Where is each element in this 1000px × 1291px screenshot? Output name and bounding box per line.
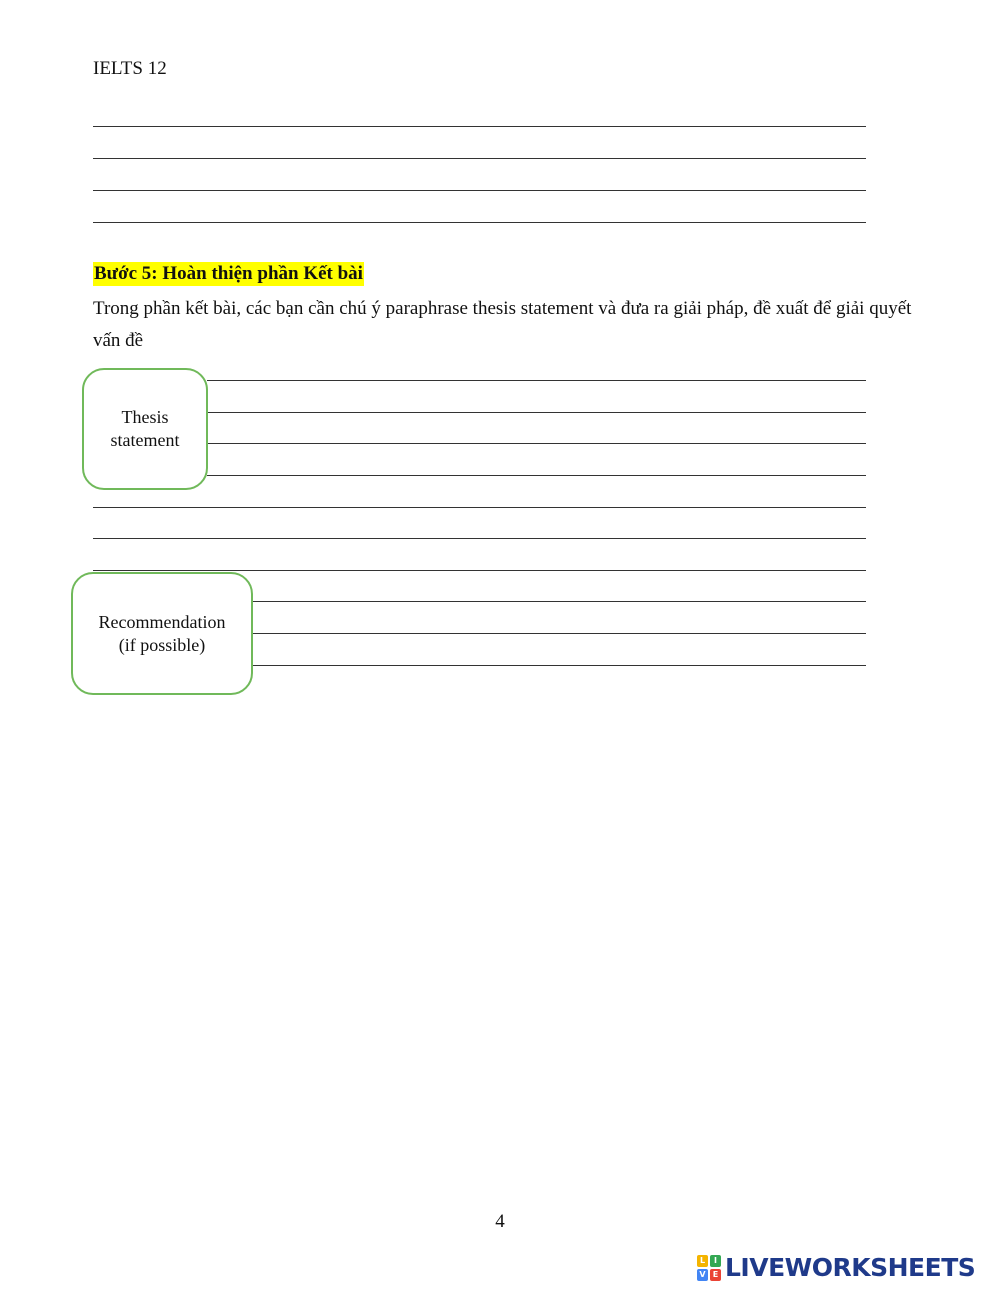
recommendation-box [71,572,253,695]
writing-line[interactable] [207,443,866,444]
liveworksheets-logo-icon [697,1255,721,1281]
step-heading: Bước 5: Hoàn thiện phần Kết bài [94,263,363,284]
logo-tile: V [697,1269,708,1281]
writing-line[interactable] [93,507,866,508]
writing-line[interactable] [207,412,866,413]
writing-line[interactable] [252,633,866,634]
writing-line[interactable] [93,222,866,223]
document-header: IELTS 12 [93,58,167,79]
logo-tile: L [697,1255,708,1267]
writing-line[interactable] [207,475,866,476]
brand-name: LIVEWORKSHEETS [725,1253,976,1282]
writing-line[interactable] [252,665,866,666]
liveworksheets-brand[interactable] [697,1253,975,1282]
writing-line[interactable] [93,126,866,127]
thesis-box-label-line1: Thesis [121,407,169,427]
writing-line[interactable] [207,380,866,381]
page-number: 4 [495,1211,505,1232]
recommendation-box-label-line1: Recommendation [98,611,226,632]
logo-tile: E [710,1269,721,1281]
logo-tile: I [710,1255,721,1267]
instruction-text: Trong phần kết bài, các bạn cần chú ý paraphrase thesis statement và đưa ra giải pháp, đề xuất để giải quyết vấn đề [93,298,912,351]
writing-line[interactable] [93,158,866,159]
thesis-box-label-line2: statement [110,430,180,450]
writing-line[interactable] [252,601,866,602]
recommendation-box-label-line2: (if possible) [118,634,206,655]
writing-line[interactable] [93,570,866,571]
thesis-statement-box [82,368,208,490]
writing-line[interactable] [93,190,866,191]
writing-line[interactable] [93,538,866,539]
